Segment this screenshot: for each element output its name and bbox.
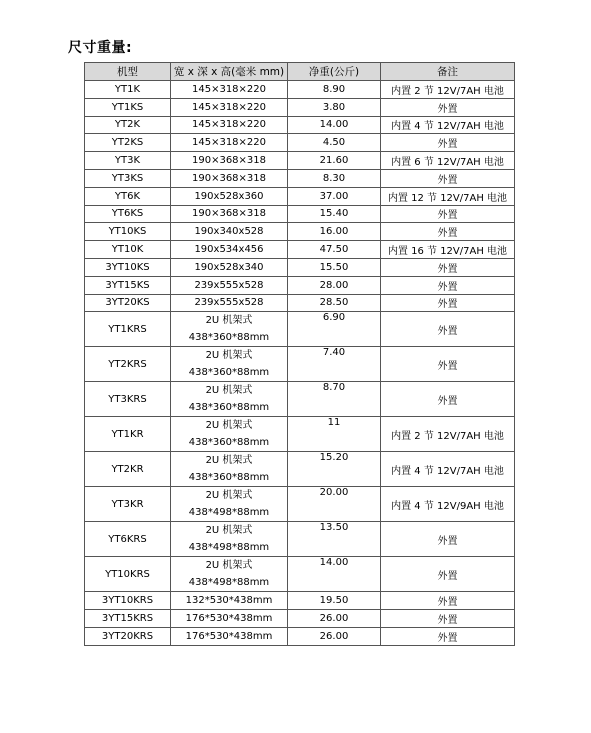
cell-weight: 20.00 bbox=[288, 487, 381, 522]
cell-dimensions bbox=[171, 312, 288, 347]
cell-note: 内置 16 节 12V/7AH 电池 bbox=[381, 241, 515, 259]
cell-weight: 28.00 bbox=[288, 276, 381, 294]
table-row bbox=[85, 452, 515, 487]
cell-note: 内置 2 节 12V/7AH 电池 bbox=[381, 417, 515, 452]
dimension-line: 190x528x340 bbox=[194, 261, 264, 273]
cell-weight: 8.90 bbox=[288, 81, 381, 99]
table-row bbox=[85, 347, 515, 382]
cell-note: 外置 bbox=[381, 592, 515, 610]
cell-weight: 16.00 bbox=[288, 223, 381, 241]
table-row bbox=[85, 205, 515, 223]
dimension-line: 2U 机架式 bbox=[205, 420, 253, 432]
dimension-line: 145×318×220 bbox=[191, 137, 267, 149]
dimension-line: 2U 机架式 bbox=[205, 525, 253, 537]
cell-dimensions bbox=[171, 627, 288, 645]
cell-weight: 15.40 bbox=[288, 205, 381, 223]
table-row bbox=[85, 312, 515, 347]
cell-note: 外置 bbox=[381, 169, 515, 187]
table-row bbox=[85, 223, 515, 241]
dimension-line: 2U 机架式 bbox=[205, 455, 253, 467]
dimension-line: 2U 机架式 bbox=[205, 490, 253, 502]
cell-model: YT2KRS bbox=[85, 347, 171, 382]
cell-model: 3YT10KS bbox=[85, 258, 171, 276]
table-row bbox=[85, 81, 515, 99]
cell-dimensions bbox=[171, 258, 288, 276]
cell-model: 3YT15KRS bbox=[85, 610, 171, 628]
table-row bbox=[85, 610, 515, 628]
dimension-line: 438*498*88mm bbox=[188, 507, 270, 519]
dimension-line: 239x555x528 bbox=[194, 297, 264, 309]
cell-note: 外置 bbox=[381, 98, 515, 116]
table-row bbox=[85, 98, 515, 116]
cell-model: YT2K bbox=[85, 116, 171, 134]
cell-weight: 15.50 bbox=[288, 258, 381, 276]
dimension-line: 145×318×220 bbox=[191, 83, 267, 95]
cell-model: YT6KS bbox=[85, 205, 171, 223]
cell-weight: 13.50 bbox=[288, 522, 381, 557]
cell-weight: 14.00 bbox=[288, 557, 381, 592]
spec-table bbox=[84, 62, 515, 646]
header-model: 机型 bbox=[85, 63, 171, 81]
dimension-line: 190×368×318 bbox=[191, 155, 267, 167]
cell-model: 3YT20KS bbox=[85, 294, 171, 312]
cell-dimensions bbox=[171, 522, 288, 557]
cell-weight: 37.00 bbox=[288, 187, 381, 205]
cell-model: YT1KRS bbox=[85, 312, 171, 347]
cell-note: 内置 4 节 12V/9AH 电池 bbox=[381, 487, 515, 522]
cell-note: 外置 bbox=[381, 312, 515, 347]
dimension-line: 438*360*88mm bbox=[188, 402, 270, 414]
cell-dimensions bbox=[171, 276, 288, 294]
header-dimensions: 宽 x 深 x 高(毫米 mm) bbox=[171, 63, 288, 81]
header-note: 备注 bbox=[381, 63, 515, 81]
cell-dimensions bbox=[171, 382, 288, 417]
cell-dimensions bbox=[171, 81, 288, 99]
dimension-line: 132*530*438mm bbox=[185, 595, 273, 607]
cell-weight: 26.00 bbox=[288, 627, 381, 645]
table-row bbox=[85, 382, 515, 417]
cell-dimensions bbox=[171, 487, 288, 522]
table-header bbox=[85, 63, 515, 81]
dimension-line: 2U 机架式 bbox=[205, 385, 253, 397]
dimension-line: 190x528x360 bbox=[194, 190, 264, 202]
cell-model: YT2KR bbox=[85, 452, 171, 487]
cell-dimensions bbox=[171, 452, 288, 487]
cell-weight: 8.70 bbox=[288, 382, 381, 417]
cell-weight: 3.80 bbox=[288, 98, 381, 116]
cell-note: 外置 bbox=[381, 223, 515, 241]
cell-note: 内置 12 节 12V/7AH 电池 bbox=[381, 187, 515, 205]
header-row bbox=[85, 63, 515, 81]
dimension-line: 239x555x528 bbox=[194, 279, 264, 291]
cell-note: 外置 bbox=[381, 258, 515, 276]
dimension-line: 190×368×318 bbox=[191, 208, 267, 220]
cell-note: 外置 bbox=[381, 294, 515, 312]
cell-weight: 8.30 bbox=[288, 169, 381, 187]
table-row bbox=[85, 187, 515, 205]
cell-note: 外置 bbox=[381, 610, 515, 628]
dimension-line: 2U 机架式 bbox=[205, 315, 253, 327]
dimension-line: 438*498*88mm bbox=[188, 577, 270, 589]
cell-weight: 15.20 bbox=[288, 452, 381, 487]
table-row bbox=[85, 241, 515, 259]
cell-weight: 47.50 bbox=[288, 241, 381, 259]
cell-note: 内置 4 节 12V/7AH 电池 bbox=[381, 116, 515, 134]
cell-dimensions bbox=[171, 134, 288, 152]
table-row bbox=[85, 152, 515, 170]
cell-note: 外置 bbox=[381, 347, 515, 382]
dimension-line: 438*360*88mm bbox=[188, 437, 270, 449]
cell-model: YT10KRS bbox=[85, 557, 171, 592]
cell-dimensions bbox=[171, 98, 288, 116]
cell-note: 内置 4 节 12V/7AH 电池 bbox=[381, 452, 515, 487]
dimension-line: 438*360*88mm bbox=[188, 367, 270, 379]
cell-model: YT3KS bbox=[85, 169, 171, 187]
header-weight: 净重(公斤) bbox=[288, 63, 381, 81]
dimension-line: 438*360*88mm bbox=[188, 332, 270, 344]
cell-dimensions bbox=[171, 592, 288, 610]
cell-weight: 7.40 bbox=[288, 347, 381, 382]
dimension-line: 190x534x456 bbox=[194, 244, 264, 256]
table-row bbox=[85, 417, 515, 452]
cell-dimensions bbox=[171, 116, 288, 134]
cell-weight: 21.60 bbox=[288, 152, 381, 170]
cell-model: YT10KS bbox=[85, 223, 171, 241]
dimension-line: 145×318×220 bbox=[191, 119, 267, 131]
cell-model: YT2KS bbox=[85, 134, 171, 152]
dimension-line: 176*530*438mm bbox=[185, 613, 273, 625]
dimension-line: 438*360*88mm bbox=[188, 472, 270, 484]
cell-dimensions bbox=[171, 152, 288, 170]
cell-weight: 4.50 bbox=[288, 134, 381, 152]
cell-note: 外置 bbox=[381, 382, 515, 417]
cell-model: YT10K bbox=[85, 241, 171, 259]
cell-model: 3YT10KRS bbox=[85, 592, 171, 610]
cell-dimensions bbox=[171, 223, 288, 241]
cell-note: 外置 bbox=[381, 627, 515, 645]
table-row bbox=[85, 627, 515, 645]
cell-note: 内置 6 节 12V/7AH 电池 bbox=[381, 152, 515, 170]
table-row bbox=[85, 169, 515, 187]
cell-dimensions bbox=[171, 205, 288, 223]
section-title: 尺寸重量: bbox=[68, 40, 133, 56]
table-row bbox=[85, 134, 515, 152]
table-row bbox=[85, 294, 515, 312]
cell-model: YT3KRS bbox=[85, 382, 171, 417]
dimension-line: 145×318×220 bbox=[191, 101, 267, 113]
table-row bbox=[85, 276, 515, 294]
cell-model: 3YT15KS bbox=[85, 276, 171, 294]
table-row bbox=[85, 487, 515, 522]
cell-model: YT3K bbox=[85, 152, 171, 170]
cell-note: 外置 bbox=[381, 522, 515, 557]
cell-weight: 26.00 bbox=[288, 610, 381, 628]
table-row bbox=[85, 258, 515, 276]
cell-note: 内置 2 节 12V/7AH 电池 bbox=[381, 81, 515, 99]
table-row bbox=[85, 592, 515, 610]
cell-note: 外置 bbox=[381, 134, 515, 152]
cell-note: 外置 bbox=[381, 557, 515, 592]
dimension-line: 176*530*438mm bbox=[185, 630, 273, 642]
dimension-line: 190×368×318 bbox=[191, 172, 267, 184]
cell-note: 外置 bbox=[381, 205, 515, 223]
cell-dimensions bbox=[171, 347, 288, 382]
cell-dimensions bbox=[171, 417, 288, 452]
cell-dimensions bbox=[171, 610, 288, 628]
table-row bbox=[85, 557, 515, 592]
cell-model: YT3KR bbox=[85, 487, 171, 522]
cell-weight: 14.00 bbox=[288, 116, 381, 134]
table-body bbox=[85, 81, 515, 646]
cell-model: YT1KS bbox=[85, 98, 171, 116]
dimension-line: 438*498*88mm bbox=[188, 542, 270, 554]
dimension-line: 2U 机架式 bbox=[205, 350, 253, 362]
cell-model: YT6K bbox=[85, 187, 171, 205]
cell-model: 3YT20KRS bbox=[85, 627, 171, 645]
cell-model: YT1K bbox=[85, 81, 171, 99]
cell-dimensions bbox=[171, 241, 288, 259]
cell-dimensions bbox=[171, 294, 288, 312]
cell-weight: 11 bbox=[288, 417, 381, 452]
cell-weight: 19.50 bbox=[288, 592, 381, 610]
cell-model: YT6KRS bbox=[85, 522, 171, 557]
table-row bbox=[85, 522, 515, 557]
cell-weight: 28.50 bbox=[288, 294, 381, 312]
table-row bbox=[85, 116, 515, 134]
cell-model: YT1KR bbox=[85, 417, 171, 452]
cell-dimensions bbox=[171, 187, 288, 205]
cell-dimensions bbox=[171, 557, 288, 592]
cell-note: 外置 bbox=[381, 276, 515, 294]
dimension-line: 190x340x528 bbox=[194, 226, 264, 238]
cell-dimensions bbox=[171, 169, 288, 187]
cell-weight: 6.90 bbox=[288, 312, 381, 347]
dimension-line: 2U 机架式 bbox=[205, 560, 253, 572]
